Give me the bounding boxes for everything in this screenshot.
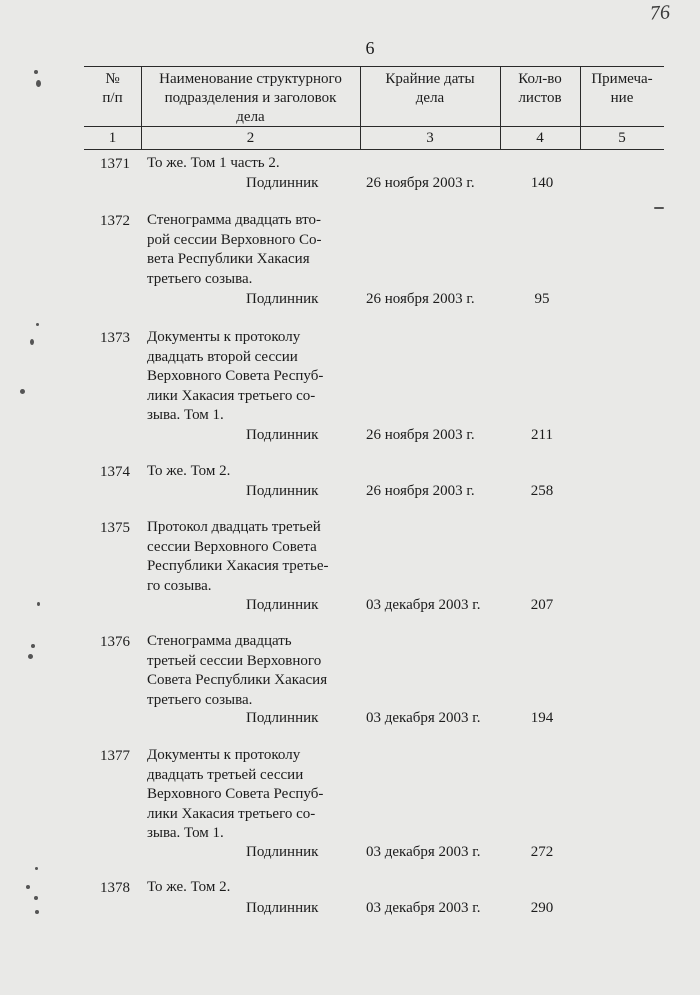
scan-speck bbox=[31, 644, 35, 648]
scan-speck bbox=[37, 602, 40, 606]
record-type: Подлинник bbox=[246, 291, 319, 307]
record-date: 03 декабря 2003 г. bbox=[366, 844, 481, 860]
record-sheets: 272 bbox=[530, 844, 554, 860]
scan-speck bbox=[36, 323, 39, 326]
record-sheets: 290 bbox=[530, 900, 554, 916]
record-type: Подлинник bbox=[246, 427, 319, 443]
record-title: Протокол двадцать третьей сессии Верховного Совета Республики Хакасия третье- го созыва. bbox=[147, 519, 329, 594]
record-title: То же. Том 2. bbox=[147, 463, 231, 479]
scan-speck bbox=[35, 910, 39, 914]
header-col-notes: Примеча- ние bbox=[591, 71, 653, 106]
record-sheets: 194 bbox=[530, 710, 554, 726]
header-num-1: 1 bbox=[108, 130, 117, 146]
table-header bbox=[84, 66, 664, 150]
record-title: То же. Том 2. bbox=[147, 879, 231, 895]
header-num-5: 5 bbox=[618, 130, 626, 146]
scan-speck bbox=[34, 896, 38, 900]
record-date: 26 ноября 2003 г. bbox=[366, 483, 475, 499]
record-sheets: 211 bbox=[531, 427, 553, 443]
record-sheets: 258 bbox=[530, 483, 554, 499]
record-number: 1375 bbox=[100, 520, 130, 536]
record-type: Подлинник bbox=[246, 900, 319, 916]
header-num-3: 3 bbox=[426, 130, 434, 146]
page-number: 6 bbox=[365, 38, 375, 58]
scan-speck bbox=[30, 339, 34, 345]
record-date: 26 ноября 2003 г. bbox=[366, 175, 475, 191]
record-type: Подлинник bbox=[246, 483, 319, 499]
record-title: Документы к протоколу двадцать второй сессии Верховного Совета Респуб- лики Хакасия третьего со- зыва. Том 1. bbox=[147, 329, 324, 423]
header-col-number: № п/п bbox=[102, 71, 123, 106]
header-num-2: 2 bbox=[246, 130, 255, 146]
record-type: Подлинник bbox=[246, 844, 319, 860]
record-sheets: 207 bbox=[530, 597, 554, 613]
handwritten-page-mark: 76 bbox=[649, 1, 671, 25]
header-col-sheets: Кол-во листов bbox=[518, 71, 562, 106]
scan-speck bbox=[26, 885, 30, 889]
scan-speck bbox=[34, 70, 38, 74]
record-title: Стенограмма двадцать третьей сессии Верховного Совета Республики Хакасия третьего созыва. bbox=[147, 633, 328, 708]
record-date: 03 декабря 2003 г. bbox=[366, 900, 481, 916]
record-date: 03 декабря 2003 г. bbox=[366, 597, 481, 613]
record-type: Подлинник bbox=[246, 175, 319, 191]
record-title: Документы к протоколу двадцать третьей сессии Верховного Совета Респуб- лики Хакасия третьего со- зыва. Том 1. bbox=[147, 747, 324, 841]
record-date: 03 декабря 2003 г. bbox=[366, 710, 481, 726]
scan-speck bbox=[20, 389, 25, 394]
header-bottom-rule bbox=[84, 149, 664, 150]
record-number: 1376 bbox=[100, 634, 130, 650]
scan-speck bbox=[36, 80, 41, 87]
record-sheets: 140 bbox=[530, 175, 554, 191]
record-date: 26 ноября 2003 г. bbox=[366, 427, 475, 443]
record-type: Подлинник bbox=[246, 597, 319, 613]
record-title: Стенограмма двадцать вто- рой сессии Верховного Со- вета Республики Хакасия третьего созыва. bbox=[147, 212, 322, 287]
record-number: 1377 bbox=[100, 748, 130, 764]
scan-speck bbox=[28, 654, 33, 659]
header-col-dates: Крайние даты дела bbox=[385, 71, 475, 106]
record-number: 1372 bbox=[100, 213, 130, 229]
record-number: 1373 bbox=[100, 330, 130, 346]
record-number: 1378 bbox=[100, 880, 130, 896]
header-num-4: 4 bbox=[536, 130, 544, 146]
record-sheets: 95 bbox=[534, 291, 550, 307]
header-col-title: Наименование структурного подразделения и заголовок дела bbox=[159, 71, 342, 125]
record-type: Подлинник bbox=[246, 710, 319, 726]
scan-speck bbox=[654, 207, 664, 209]
record-number: 1371 bbox=[100, 156, 130, 172]
record-number: 1374 bbox=[100, 464, 130, 480]
record-date: 26 ноября 2003 г. bbox=[366, 291, 475, 307]
record-title: То же. Том 1 часть 2. bbox=[147, 155, 280, 171]
header-top-rule bbox=[84, 66, 664, 67]
scan-speck bbox=[35, 867, 38, 870]
